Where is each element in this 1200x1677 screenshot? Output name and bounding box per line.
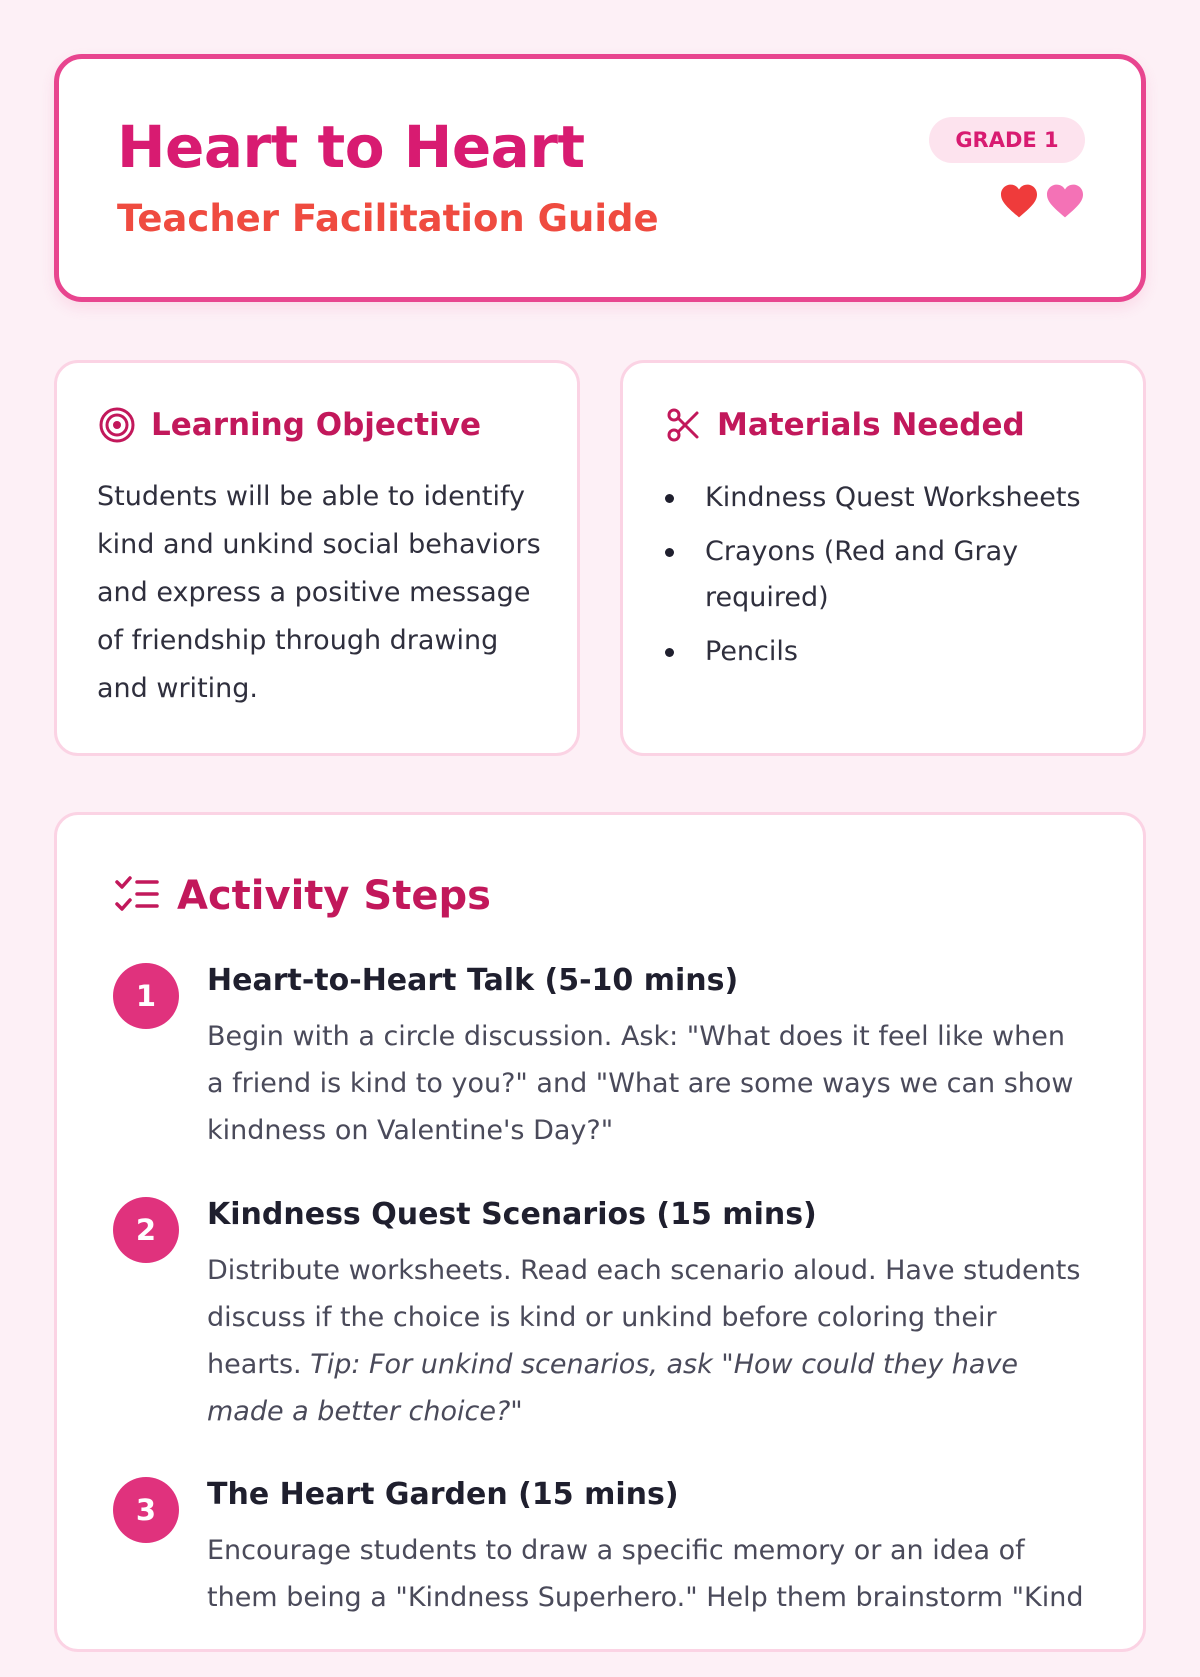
- pink-heart-icon: [1045, 183, 1085, 219]
- list-item: Kindness Quest Worksheets: [663, 475, 1113, 521]
- list-item: Pencils: [663, 629, 1113, 675]
- step-number-badge: 3: [113, 1477, 179, 1543]
- step-title: Heart-to-Heart Talk (5-10 mins): [207, 963, 739, 998]
- checklist-icon: [113, 874, 161, 918]
- materials-title: Materials Needed: [717, 407, 1025, 443]
- step-description: [207, 1527, 1087, 1621]
- step-text: Begin with a circle discussion. Ask: "What does it feel like when a friend is kind to you?" and "What are some ways we can show kindness on Valentine's Day?": [207, 1021, 1074, 1146]
- red-heart-icon: [999, 183, 1039, 219]
- page-subtitle: Teacher Facilitation Guide: [117, 197, 659, 240]
- hearts-decoration: [999, 183, 1085, 219]
- step-title: The Heart Garden (15 mins): [207, 1477, 679, 1512]
- step-number-badge: 2: [113, 1197, 179, 1263]
- grade-badge: GRADE 1: [929, 117, 1085, 163]
- learning-objective-title: Learning Objective: [151, 407, 481, 443]
- header-card: [54, 54, 1146, 302]
- materials-heading: [663, 405, 1025, 445]
- step-description: [207, 1247, 1087, 1435]
- list-item: Crayons (Red and Gray required): [663, 529, 1113, 621]
- step-title: Kindness Quest Scenarios (15 mins): [207, 1197, 817, 1232]
- step-text: Distribute worksheets. Read each scenario aloud. Have students discuss if the choice is kind or unkind before coloring their hearts.: [207, 1255, 1081, 1380]
- page-title: Heart to Heart: [117, 113, 585, 181]
- activity-steps-heading: [113, 873, 491, 919]
- step-item: [113, 1197, 1093, 1447]
- scissors-icon: [663, 405, 703, 445]
- activity-steps-card: [54, 812, 1146, 1652]
- step-tip: Tip: For unkind scenarios, ask "How could they have made a better choice?": [207, 1349, 1019, 1427]
- learning-objective-card: [54, 360, 580, 756]
- step-item: [113, 1477, 1093, 1677]
- activity-steps-title: Activity Steps: [177, 873, 491, 919]
- materials-card: [620, 360, 1146, 756]
- materials-list: [663, 475, 1113, 683]
- step-item: [113, 963, 1093, 1163]
- learning-objective-heading: [97, 405, 481, 445]
- step-description: [207, 1013, 1087, 1154]
- target-icon: [97, 405, 137, 445]
- learning-objective-text: Students will be able to identify kind and unkind social behaviors and express a positive message of friendship through drawing and writing.: [97, 481, 541, 704]
- step-number-badge: 1: [113, 963, 179, 1029]
- step-text: Encourage students to draw a specific memory or an idea of them being a "Kindness Superhero." Help them brainstorm "Kind: [207, 1535, 1084, 1613]
